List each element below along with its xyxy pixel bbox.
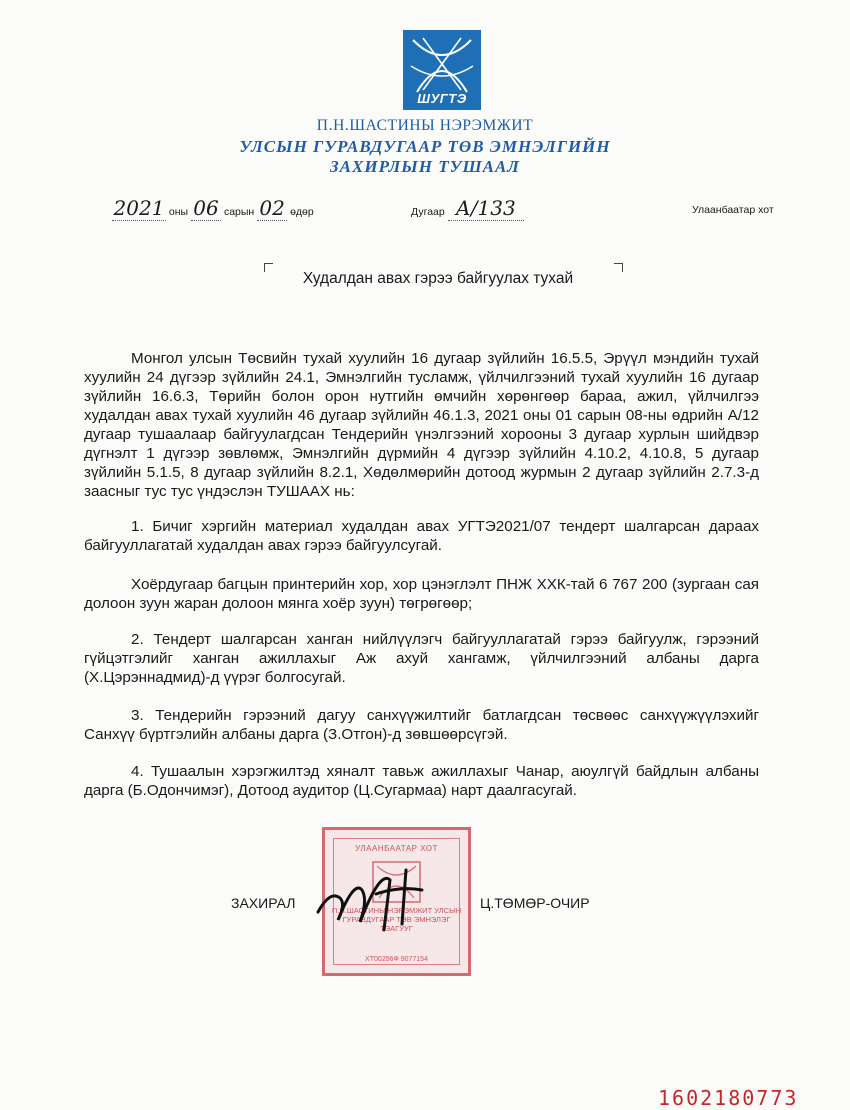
logo-text: ШУГТЭ <box>417 91 467 106</box>
city-label: Улаанбаатар хот <box>692 204 774 216</box>
order-subject: Худалдан авах гэрээ байгуулах тухай <box>302 270 574 287</box>
date-year: 2021 <box>113 196 165 220</box>
clause-2: 2. Тендерт шалгарсан ханган нийлүүлэгч байгууллагатай гэрээ байгуулж, гэрээний гүйцэтгэлийг ханган ажиллахыг Аж ахуй хангамж, үйлчилгээний албаны дарга (Х.Цэрэннадмид)-д үүрэг болгосугай. <box>84 631 759 686</box>
date-day-label: өдөр <box>290 206 314 218</box>
stamp-top-text: УЛААНБААТАР ХОТ <box>355 844 438 853</box>
clause-1-detail: Хоёрдугаар багцын принтерийн хор, хор цэнэглэлт ПНЖ ХХК-тай 6 767 200 (зургаан сая долоон зуун жаран долоон мянга хоёр зуун) төгрөгөөр; <box>84 576 759 612</box>
document-type-title: ЗАХИРЛЫН ТУШААЛ <box>330 157 520 176</box>
handwritten-signature-icon <box>310 860 440 935</box>
stamp-middle-text: П.Н.ШАСТИНЫ НЭРЭМЖИТ УЛСЫН ГУРАВДУГААР ТӨВ ЭМНЭЛЭГ ТЭАГУУГ <box>331 906 462 933</box>
order-number <box>411 196 524 221</box>
clause-3: 3. Тендерийн гэрээний дагуу санхүүжилтийг батлагдсан төсвөөс санхүүжүүлэхийг Санхүү бүртгэлийн албаны дарга (З.Отгон)-д зөвшөөрсүгэй. <box>84 707 759 743</box>
order-number-label: Дугаар <box>411 206 445 218</box>
date-year-label: оны <box>168 206 189 218</box>
clause-4: 4. Тушаалын хэрэгжилтэд хяналт тавьж ажиллахыг Чанар, аюулгүй байдлын албаны дарга (Б.Одончимэг), Дотоод аудитор (Ц.Сугармаа) нарт даалгасугай. <box>84 763 759 799</box>
clause-1: 1. Бичиг хэргийн материал худалдан авах УГТЭ2021/07 тендерт шалгарсан дараах байгууллагатай худалдан авах гэрээ байгуулсугай. <box>84 518 759 554</box>
document-serial-number: 1602180773 <box>658 1086 799 1110</box>
header-line-1: П.Н.ШАСТИНЫ НЭРЭМЖИТ <box>316 117 534 134</box>
stamp-bottom-text: ХТ00256Ф 9077154 <box>365 956 428 963</box>
organization-logo <box>403 30 481 110</box>
signatory-name: Ц.ТӨМӨР-ОЧИР <box>480 895 590 911</box>
order-number-value: А/133 <box>448 196 524 221</box>
order-date <box>112 196 314 221</box>
date-day: 02 <box>257 196 287 221</box>
date-month-label: сарын <box>223 206 255 218</box>
preamble-paragraph: Монгол улсын Төсвийн тухай хуулийн 16 дугаар зүйлийн 16.5.5, Эрүүл мэндийн тухай хуулийн 24 дүгээр зүйлийн 24.1, Эмнэлгийн тусламж, үйлчилгээний тухай хуулийн 16 дугаар зүйлийн 16.6.3, Төрийн болон орон нутгийн өмчийн хөрөнгөөр бараа, ажил, үйлчилгээ худалдан авах тухай хуулийн 46 дугаар зүйлийн 46.1.3, 2021 оны 01 сарын 08-ны өдрийн А/12 дугаар тушаалаар байгуулагдсан Тендерийн үнэлгээний хорооны 3 дугаар хурлын шийдвэр дүгнэлт 1 дүгээр зөвлөмж, Эмнэлгийн дүрмийн 4 дүгээр зүйлийн 4.10.2, 4.10.8, 5 дугаар зүйлийн 5.1.5, 8 дугаар зүйлийн 8.2.1, Хөдөлмөрийн дотоод журмын 2 дугаар зүйлийн 2.7.3-д заасныг тус тус үндэслэн ТУШААХ нь: <box>84 350 759 500</box>
date-month: 06 <box>191 196 221 221</box>
signatory-title: ЗАХИРАЛ <box>231 895 296 911</box>
header-line-2: УЛСЫН ГУРАВДУГААР ТӨВ ЭМНЭЛГИЙН <box>239 137 611 156</box>
